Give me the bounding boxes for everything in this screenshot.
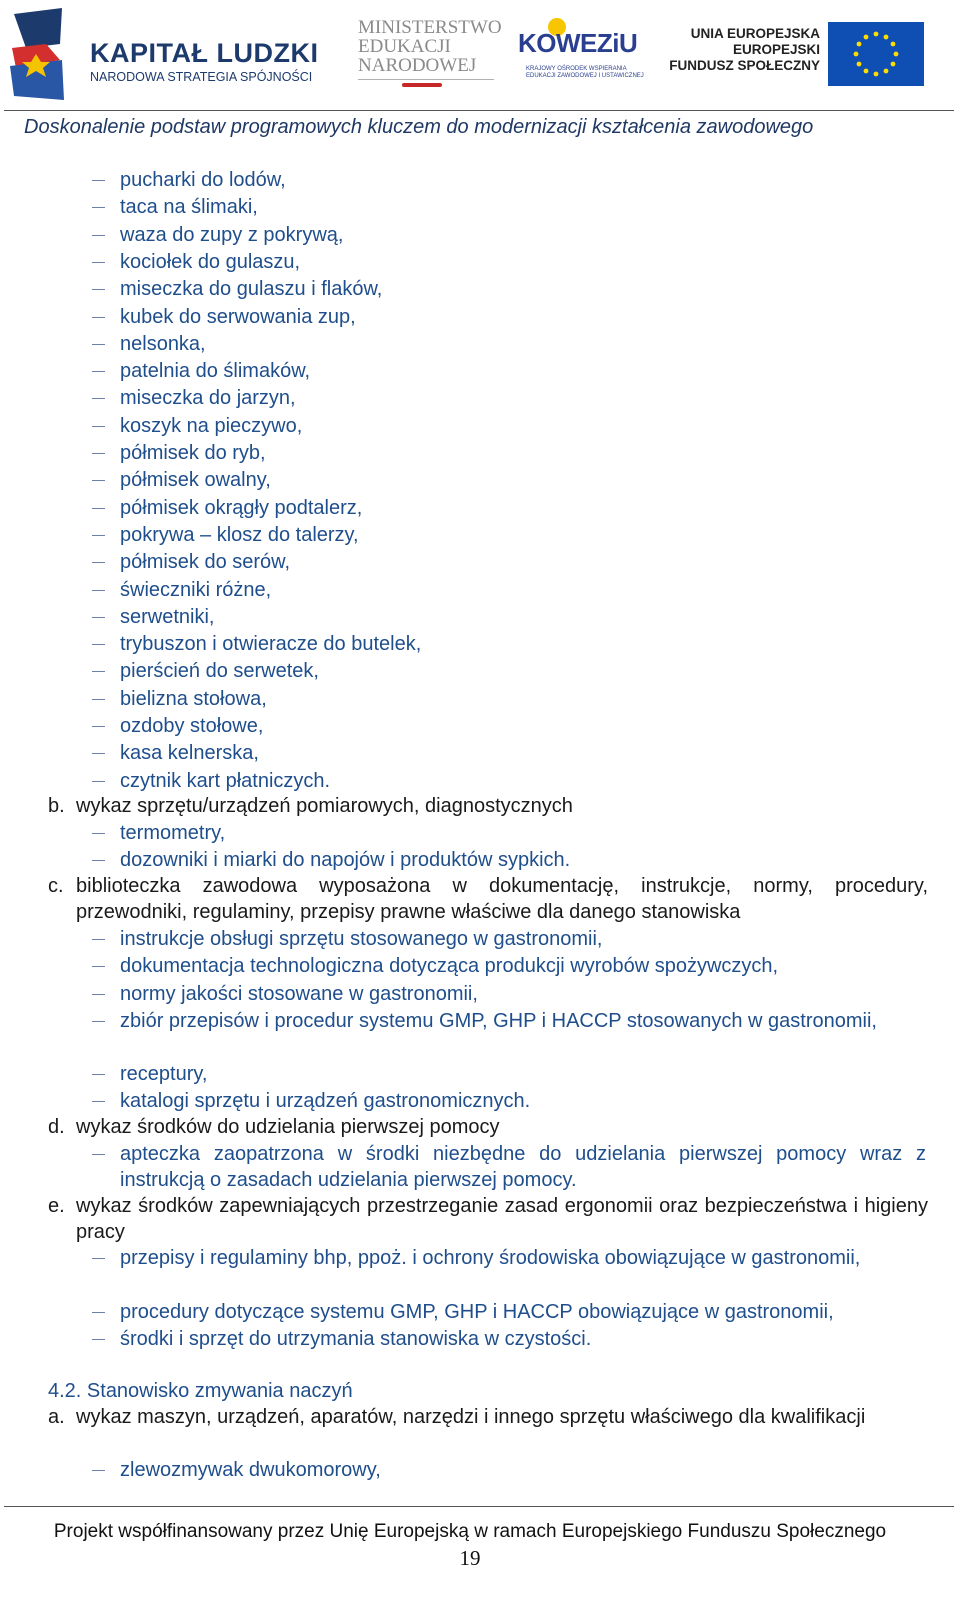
dash-bullet-icon [92, 289, 105, 290]
dash-bullet-icon [92, 726, 105, 727]
kowezu-logo [518, 14, 648, 84]
dash-bullet-icon [92, 207, 105, 208]
eu-logo-text: UNIA EUROPEJSKA EUROPEJSKI FUNDUSZ SPOŁECZNY [669, 26, 820, 73]
dash-bullet-icon [92, 1470, 105, 1471]
dash-bullet-icon [92, 398, 105, 399]
men-logo [358, 17, 502, 88]
men-eagle-icon [402, 83, 442, 87]
dash-bullet-icon [92, 590, 105, 591]
section-e-heading-text: wykaz środków zapewniających przestrzeganie zasad ergonomii oraz bezpieczeństwa i higieny pracy [76, 1195, 928, 1243]
men-logo-line [358, 79, 494, 80]
dash-bullet-icon [92, 1101, 105, 1102]
dash-bullet-icon [92, 371, 105, 372]
dash-bullet-icon [92, 426, 105, 427]
section-4-2-a-letter: a. [48, 1406, 65, 1428]
men-logo-text: MINISTERSTWO EDUKACJI NARODOWEJ [358, 17, 502, 76]
dash-bullet-icon [92, 562, 105, 563]
list-item: przepisy i regulaminy bhp, ppoż. i ochrony środowiska obowiązujące w gastronomii, [92, 1245, 926, 1271]
section-b-letter: b. [48, 795, 65, 817]
dash-bullet-icon [92, 994, 105, 995]
page-number: 19 [459, 1546, 481, 1570]
section-4-2-a-heading-text: wykaz maszyn, urządzeń, aparatów, narzędzi i innego sprzętu właściwego dla kwalifikacji [76, 1406, 866, 1428]
section-b-heading-text: wykaz sprzętu/urządzeń pomiarowych, diagnostycznych [76, 795, 573, 817]
dash-bullet-icon [92, 535, 105, 536]
section-d-letter: d. [48, 1116, 65, 1138]
dash-bullet-icon [92, 317, 105, 318]
dash-bullet-icon [92, 235, 105, 236]
dash-bullet-icon [92, 699, 105, 700]
kowezu-subtitle: KRAJOWY OŚRODEK WSPIERANIA EDUKACJI ZAWODOWEJ I USTAWICZNEJ [526, 66, 644, 79]
dash-bullet-icon [92, 671, 105, 672]
section-4-2-title: 4.2. Stanowisko zmywania naczyń [48, 1380, 353, 1402]
dash-bullet-icon [92, 1339, 105, 1340]
dash-bullet-icon [92, 1154, 105, 1155]
kapital-ludzki-subtitle: NARODOWA STRATEGIA SPÓJNOŚCI [90, 70, 313, 84]
page-header [0, 0, 960, 138]
section-4-2-a-heading [48, 1404, 928, 1430]
section-e-heading [48, 1193, 928, 1245]
footer-divider [4, 1506, 954, 1507]
footer-text: Projekt współfinansowany przez Unię Europejską w ramach Europejskiego Funduszu Społecznego [53, 1521, 887, 1542]
dash-bullet-icon [92, 508, 105, 509]
eu-flag-icon [828, 22, 924, 86]
list-item: apteczka zaopatrzona w środki niezbędne do udzielania pierwszej pomocy wraz z instrukcją o zasadach udzielania pierwszej pomocy. [92, 1141, 926, 1193]
dash-bullet-icon [92, 860, 105, 861]
dash-bullet-icon [92, 180, 105, 181]
section-c-letter: c. [48, 875, 64, 897]
dash-bullet-icon [92, 644, 105, 645]
kapital-ludzki-name: KAPITAŁ LUDZKI [90, 38, 319, 68]
dash-bullet-icon [92, 781, 105, 782]
header-divider [4, 110, 954, 111]
section-e-letter: e. [48, 1195, 65, 1217]
dash-bullet-icon [92, 1074, 105, 1075]
dash-bullet-icon [92, 480, 105, 481]
kapital-ludzki-flag-icon [6, 4, 70, 102]
document-title: Doskonalenie podstaw programowych kluczem do modernizacji kształcenia zawodowego [24, 116, 814, 138]
kowezu-name: KOWEZiU [518, 28, 638, 58]
section-c-heading-text: biblioteczka zawodowa wyposażona w dokumentację, instrukcje, normy, procedury, przewodniki, regulaminy, przepisy prawne właściwe dla danego stanowiska [76, 875, 928, 923]
dash-bullet-icon [92, 753, 105, 754]
list-item: zbiór przepisów i procedur systemu GMP, GHP i HACCP stosowanych w gastronomii, [92, 1008, 926, 1034]
dash-bullet-icon [92, 966, 105, 967]
dash-bullet-icon [92, 617, 105, 618]
section-d-heading-text: wykaz środków do udzielania pierwszej pomocy [76, 1116, 500, 1138]
dash-bullet-icon [92, 344, 105, 345]
dash-bullet-icon [92, 453, 105, 454]
section-d-heading [48, 1114, 928, 1140]
dash-bullet-icon [92, 1021, 105, 1022]
dash-bullet-icon [92, 1258, 105, 1259]
dash-bullet-icon [92, 939, 105, 940]
eu-logo [669, 22, 928, 92]
section-c-heading [48, 873, 928, 925]
kapital-ludzki-logo [6, 4, 326, 104]
dash-bullet-icon [92, 1312, 105, 1313]
dash-bullet-icon [92, 833, 105, 834]
section-b-heading [48, 793, 928, 819]
dash-bullet-icon [92, 262, 105, 263]
